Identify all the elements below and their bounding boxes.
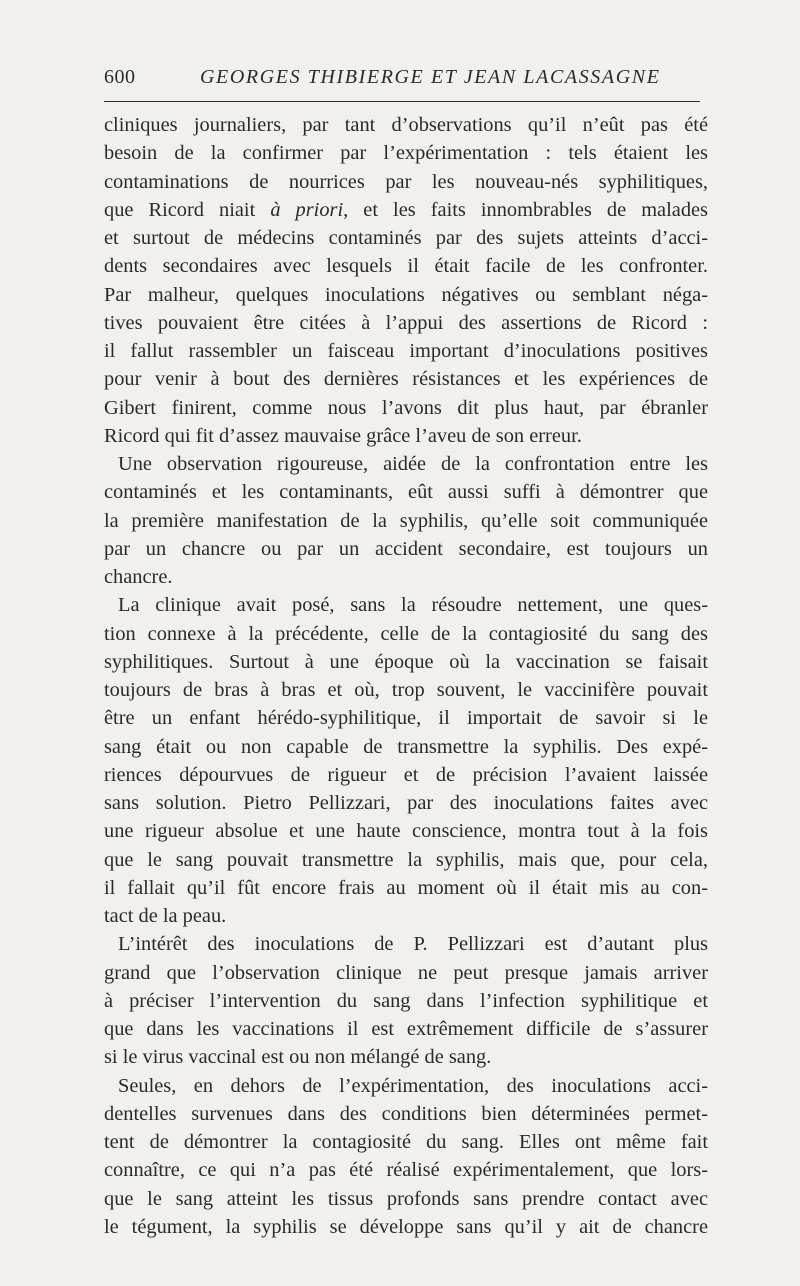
text-line: sans solution. Pietro Pellizzari, par des inoculations faites avec [104, 792, 708, 814]
text-line: si le virus vaccinal est ou non mélangé de sang. [104, 1046, 492, 1069]
text-line: cliniques journaliers, par tant d’observations qu’il n’eût pas été [104, 114, 708, 136]
text-line: syphilitiques. Surtout à une époque où la vaccination se faisait [104, 650, 708, 673]
running-header [104, 66, 700, 100]
text-segment: , et les faits innombrables de malades [343, 198, 708, 221]
header-rule [104, 101, 700, 102]
text-line: sang était ou non capable de transmettre la syphilis. Des expé- [104, 735, 708, 758]
body-text [104, 111, 708, 1241]
text-line: être un enfant hérédo-syphilitique, il importait de savoir si le [104, 707, 708, 730]
text-line: toujours de bras à bras et où, trop souvent, le vaccinifère pouvait [104, 679, 708, 701]
text-line: pour venir à bout des dernières résistances et les expériences de [104, 368, 708, 391]
text-line: Gibert finirent, comme nous l’avons dit plus haut, par ébranler [104, 396, 708, 419]
text-line: besoin de la confirmer par l’expérimentation : tels étaient les [104, 142, 708, 165]
text-line: que le sang atteint les tissus profonds sans prendre contact avec [104, 1187, 708, 1210]
text-line: Une observation rigoureuse, aidée de la confrontation entre les [118, 453, 708, 475]
text-line: tives pouvaient être citées à l’appui des assertions de Ricord : [104, 311, 708, 334]
text-line: chancre. [104, 566, 173, 588]
text-line: contaminés et les contaminants, eût aussi suffi à démontrer que [104, 481, 708, 504]
text-line: contaminations de nourrices par les nouveau-nés syphilitiques, [104, 170, 708, 193]
text-line [104, 196, 708, 224]
text-line: tent de démontrer la contagiosité du sang. Elles ont même fait [104, 1131, 708, 1153]
text-segment: que Ricord niait [104, 198, 271, 221]
text-line: une rigueur absolue et une haute conscience, montra tout à la fois [104, 820, 708, 843]
text-line: le tégument, la syphilis se développe sans qu’il y ait de chancre [104, 1215, 708, 1238]
page-number: 600 [104, 66, 136, 88]
text-line: Ricord qui fit d’assez mauvaise grâce l’aveu de son erreur. [104, 424, 582, 447]
text-line: que le sang pouvait transmettre la syphilis, mais que, pour cela, [104, 848, 708, 871]
text-line: dents secondaires avec lesquels il était facile de les confronter. [104, 255, 708, 278]
text-line: Seules, en dehors de l’expérimentation, des inoculations acci- [118, 1074, 708, 1097]
text-line: grand que l’observation clinique ne peut presque jamais arriver [104, 961, 708, 984]
text-line: connaître, ce qui n’a pas été réalisé expérimentalement, que lors- [104, 1159, 708, 1182]
text-line: tact de la peau. [104, 905, 227, 927]
text-line: et surtout de médecins contaminés par des sujets atteints d’acci- [104, 227, 708, 249]
running-head-title: GEORGES THIBIERGE ET JEAN LACASSAGNE [200, 66, 661, 88]
text-line: par un chancre ou par un accident secondaire, est toujours un [104, 537, 708, 560]
text-line: La clinique avait posé, sans la résoudre nettement, une ques- [118, 594, 708, 617]
text-line: tion connexe à la précédente, celle de la contagiosité du sang des [104, 622, 708, 645]
text-line: dentelles survenues dans des conditions bien déterminées permet- [104, 1102, 708, 1125]
text-line: L’intérêt des inoculations de P. Pellizzari est d’autant plus [118, 933, 708, 956]
text-line: il fallait qu’il fût encore frais au moment où il était mis au con- [104, 876, 708, 899]
italic-phrase: à priori [270, 198, 344, 221]
text-line: la première manifestation de la syphilis, qu’elle soit communiquée [104, 509, 708, 532]
text-line: il fallut rassembler un faisceau important d’inoculations positives [104, 340, 708, 362]
text-line: à préciser l’intervention du sang dans l’infection syphilitique et [104, 989, 708, 1012]
text-line: Par malheur, quelques inoculations négatives ou semblant néga- [104, 283, 708, 306]
text-line: riences dépourvues de rigueur et de précision l’avaient laissée [104, 763, 708, 786]
text-line: que dans les vaccinations il est extrêmement difficile de s’assurer [104, 1018, 708, 1040]
